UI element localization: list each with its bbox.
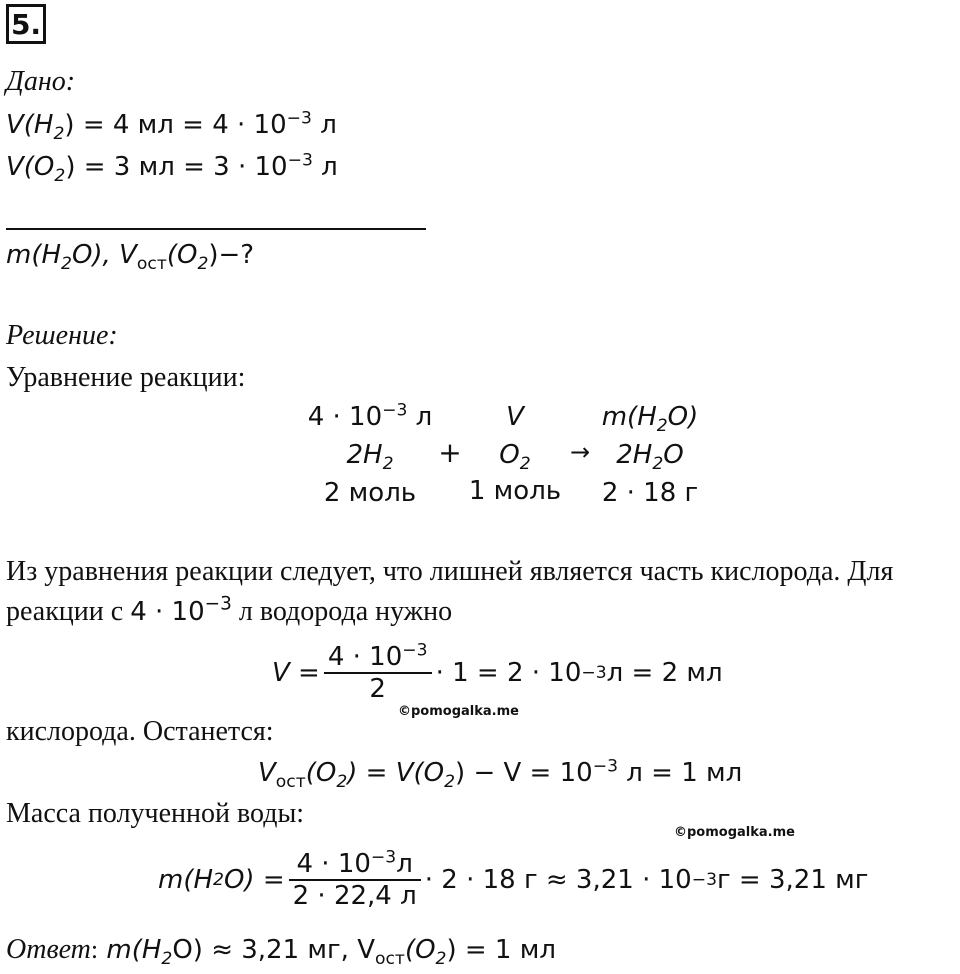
reaction-bot-col1: 2 моль [323,478,417,508]
reaction-bot-col2: 1 моль [468,476,562,506]
formula-1: V = $\frac{4 \cdot 10^{-3}}{2}$ · 1 = 2 · 10 −3 л = 2 мл [272,640,723,704]
reaction-bot-col3: 2 · 18 г [601,478,699,508]
solution-text-3: кислорода. Останется: [6,716,274,747]
watermark-2: ©pomogalka.me [674,825,795,840]
formula-2: $V_{ост}(O_2) = V(O_2) - V = 10^{-3}$ л = 1 мл [258,756,743,793]
reaction-top-col2: V [506,402,524,432]
reaction-mid-col2: $O_2$ [499,440,531,475]
watermark-1: ©pomogalka.me [398,704,519,719]
reaction-plus: + [438,436,462,469]
problem-number: 5. [10,7,42,41]
formula-3-fraction: $\frac{4 \cdot 10^{-3}л}{2 \cdot 22,4 л}$ [289,849,421,911]
solution-heading: Решение: [6,320,118,351]
reaction-arrow: → [569,438,591,466]
answer-line: Ответ: $m(H_2O) \approx 3,21$ мг, $V_{ост}(O_2) = 1$ мл [6,934,556,970]
given-line-1: $V(H_2) = 4$ мл = $4 \cdot 10^{-3}$ л [6,108,337,145]
solution-text-4: Масса полученной воды: [6,798,305,829]
reaction-mid-col1: $2H_2$ [346,440,394,475]
problem-number-box [6,4,46,44]
solution-text-2: реакции с $4 \cdot 10^{-3}$ л водорода нужно [6,593,453,627]
find-line: $m(H_2O)$, $V_{ост}(O_2)-$? [6,240,255,275]
reaction-top-col1: $4 \cdot 10^{-3}$ л [307,400,433,432]
formula-3: m(H 2 O) = $\frac{4 \cdot 10^{-3}л}{2 \cdot 22,4 л}$ · 2 · 18 г ≈ 3,21 · 10 −3 г = 3,21 мг [158,847,869,911]
reaction-mid-col3: $2H_2O$ [616,440,684,475]
solution-text-1: Из уравнения реакции следует, что лишней является часть кислорода. Для [6,556,894,587]
formula-1-fraction: $\frac{4 \cdot 10^{-3}}{2}$ [324,642,432,704]
given-divider [6,228,426,230]
given-heading: Дано: [6,66,76,97]
equation-label: Уравнение реакции: [6,362,246,393]
reaction-top-col3: $m(H_2O)$ [601,402,699,437]
given-line-2: $V(O_2) = 3$ мл = $3 \cdot 10^{-3}$ л [6,150,338,187]
